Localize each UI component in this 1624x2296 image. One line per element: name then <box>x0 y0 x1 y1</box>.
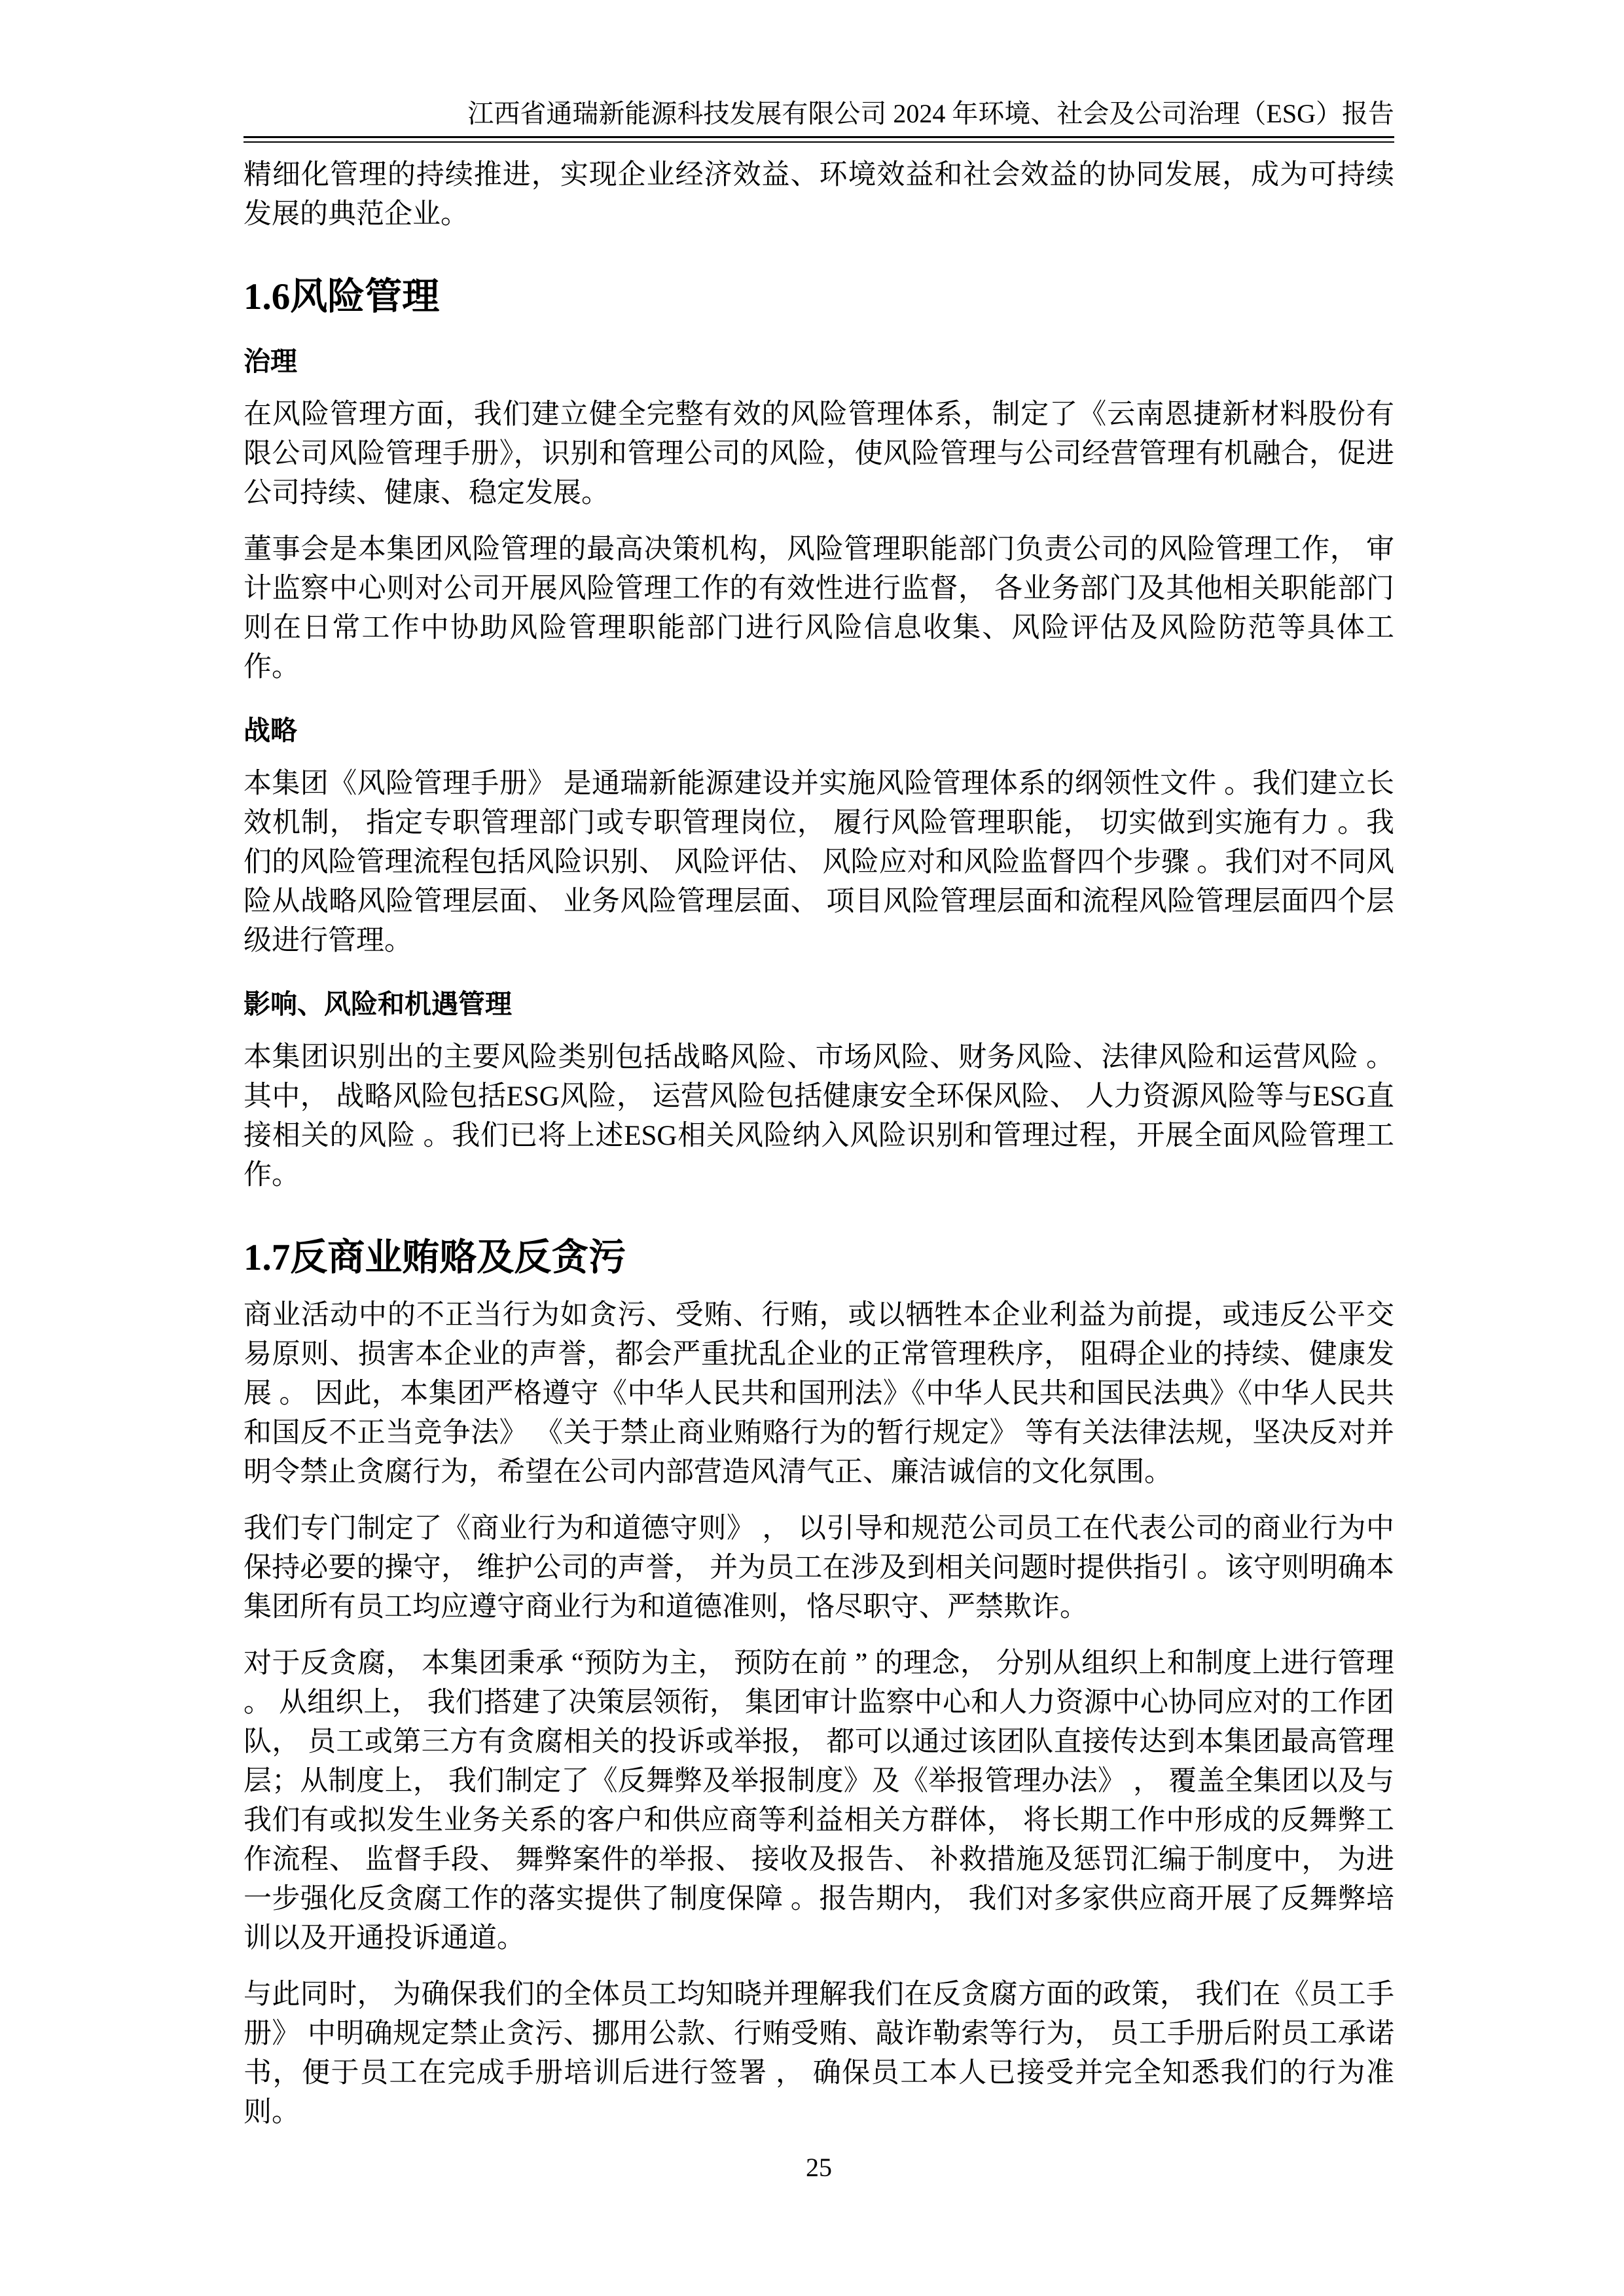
header-rule-divider <box>244 136 1394 143</box>
intro-paragraph: 精细化管理的持续推进，实现企业经济效益、环境效益和社会效益的协同发展，成为可持续发展的典范企业。 <box>244 160 1394 230</box>
strategy-paragraph-1: 本集团《风险管理手册》 是通瑞新能源建设并实施风险管理体系的纲领性文件 。我们建立长效机制， 指定专职管理部门或专职管理岗位， 履行风险管理职能， 切实做到实施有力 。我们的风险管理流程包括风险识别、 风险评估、 风险应对和风险监督四个步骤 。我们对不同风险从战略风险管理层面、 业务风险管理层面、 项目风险管理层面和流程风险管理层面四个层级进行管理。 <box>244 768 1394 956</box>
subheading-impact-risk-opportunity: 影响、风险和机遇管理 <box>244 989 512 1019</box>
header-title: 江西省通瑞新能源科技发展有限公司 2024 年环境、社会及公司治理（ESG）报告 <box>467 99 1394 128</box>
section-heading-risk-management: 1.6风险管理 <box>244 276 440 317</box>
subheading-strategy: 战略 <box>244 715 297 745</box>
anti-bribery-paragraph-4: 与此同时， 为确保我们的全体员工均知晓并理解我们在反贪腐方面的政策， 我们在《员工手册》 中明确规定禁止贪污、挪用公款、行贿受贿、敲诈勒索等行为， 员工手册后附员工承诺书，便于员工在完成手册培训后进行签署 ， 确保员工本人已接受并完全知悉我们的行为准则。 <box>244 1979 1394 2128</box>
page-number: 25 <box>806 2153 832 2182</box>
page-header <box>244 98 1394 130</box>
governance-paragraph-2: 董事会是本集团风险管理的最高决策机构，风险管理职能部门负责公司的风险管理工作， 审计监察中心则对公司开展风险管理工作的有效性进行监督， 各业务部门及其他相关职能部门则在日常工作中协助风险管理职能部门进行风险信息收集、风险评估及风险防范等具体工作。 <box>244 534 1394 683</box>
impact-paragraph-1: 本集团识别出的主要风险类别包括战略风险、市场风险、财务风险、法律风险和运营风险 。其中， 战略风险包括ESG风险， 运营风险包括健康安全环保风险、 人力资源风险等与ESG直接相关的风险 。我们已将上述ESG相关风险纳入风险识别和管理过程，开展全面风险管理工作。 <box>244 1042 1394 1191</box>
section-heading-anti-bribery: 1.7反商业贿赂及反贪污 <box>244 1237 626 1278</box>
subheading-governance: 治理 <box>244 346 297 376</box>
anti-bribery-paragraph-1: 商业活动中的不正当行为如贪污、受贿、行贿，或以牺牲本企业利益为前提，或违反公平交易原则、损害本企业的声誉，都会严重扰乱企业的正常管理秩序， 阻碍企业的持续、健康发展 。 因此，本集团严格遵守《中华人民共和国刑法》《中华人民共和国民法典》《中华人民共和国反不正当竞争法》 《关于禁止商业贿赂行为的暂行规定》 等有关法律法规，坚决反对并明令禁止贪腐行为，希望在公司内部营造风清气正、廉洁诚信的文化氛围。 <box>244 1300 1394 1488</box>
anti-bribery-paragraph-3: 对于反贪腐， 本集团秉承 “预防为主， 预防在前 ” 的理念， 分别从组织上和制度上进行管理 。 从组织上， 我们搭建了决策层领衔， 集团审计监察中心和人力资源中心协同应对的工作团队， 员工或第三方有贪腐相关的投诉或举报， 都可以通过该团队直接传达到本集团最高管理层；从制度上， 我们制定了《反舞弊及举报制度》及《举报管理办法》 ， 覆盖全集团以及与我们有或拟发生业务关系的客户和供应商等利益相关方群体， 将长期工作中形成的反舞弊工作流程、 监督手段、 舞弊案件的举报、 接收及报告、 补救措施及惩罚汇编于制度中， 为进一步强化反贪腐工作的落实提供了制度保障 。报告期内， 我们对多家供应商开展了反舞弊培训以及开通投诉通道。 <box>244 1648 1394 1954</box>
governance-paragraph-1: 在风险管理方面，我们建立健全完整有效的风险管理体系，制定了《云南恩捷新材料股份有限公司风险管理手册》，识别和管理公司的风险，使风险管理与公司经营管理有机融合，促进公司持续、健康、稳定发展。 <box>244 399 1394 509</box>
anti-bribery-paragraph-2: 我们专门制定了《商业行为和道德守则》 ， 以引导和规范公司员工在代表公司的商业行为中保持必要的操守， 维护公司的声誉， 并为员工在涉及到相关问题时提供指引 。该守则明确本集团所有员工均应遵守商业行为和道德准则，恪尽职守、严禁欺诈。 <box>244 1513 1394 1623</box>
